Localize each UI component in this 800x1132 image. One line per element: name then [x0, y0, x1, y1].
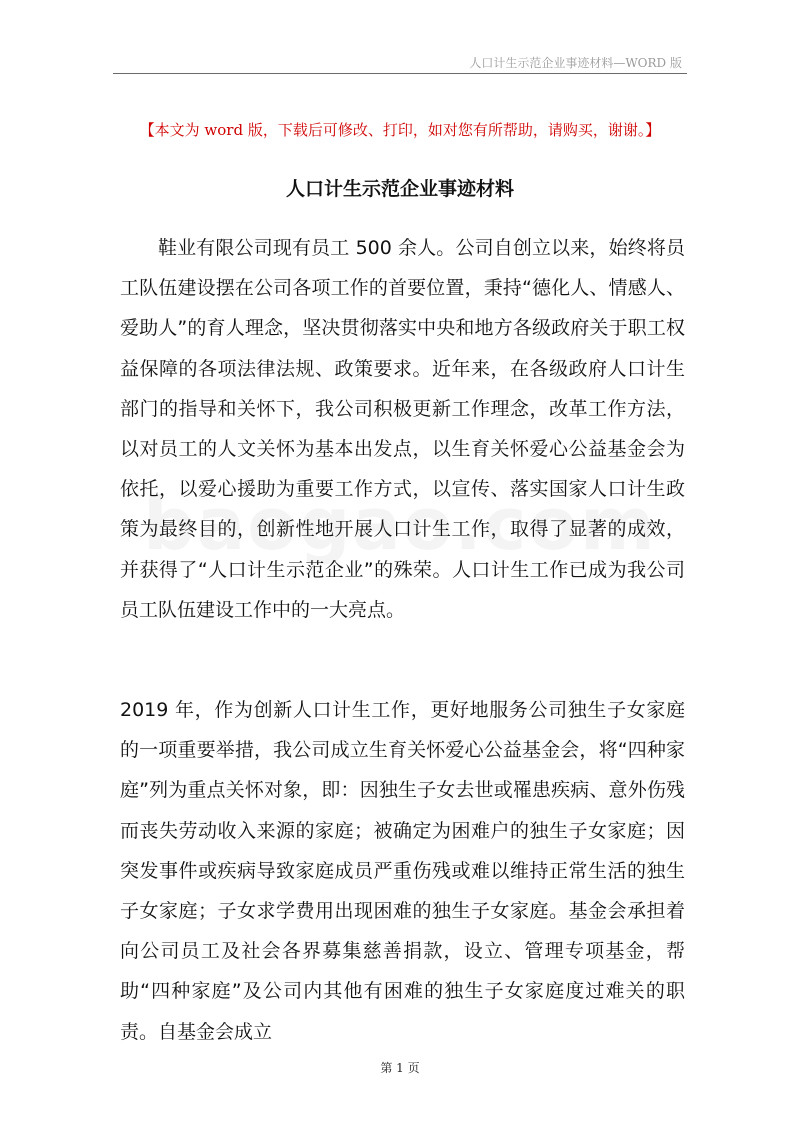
running-header: 人口计生示范企业事迹材料—WORD 版 — [469, 56, 682, 70]
document-title: 人口计生示范企业事迹材料 — [285, 178, 514, 200]
body-paragraph-2: 2019 年，作为创新人口计生工作，更好地服务公司独生子女家庭的一项重要举措，我公司成立生育关怀爱心公益基金会，将“四种家庭”列为重点关怀对象，即：因独生子女去世或罹患疾病、意外伤残而丧失劳动收入来源的家庭；被确定为困难户的独生子女家庭；因突发事件或疾病导致家庭成员严重伤残或难以维持正常生活的独生子女家庭；子女求学费用出现困难的独生子女家庭。基金会承担着向公司员工及社会各界募集慈善捐款，设立、管理专项基金，帮助“四种家庭”及公司内其他有困难的独生子女家庭度过难关的职责。自基金会成立 — [120, 699, 685, 1043]
header-divider — [113, 73, 687, 74]
purchase-notice: 【本文为 word 版，下载后可修改、打印，如对您有所帮助，请购买，谢谢。】 — [139, 121, 661, 139]
body-paragraph-1: 鞋业有限公司现有员工 500 余人。公司自创立以来，始终将员工队伍建设摆在公司各项工作的首要位置，秉持“德化人、情感人、爱助人”的育人理念，坚决贯彻落实中央和地方各级政府关于职工权益保障的各项法律法规、政策要求。近年来，在各级政府人口计生部门的指导和关怀下，我公司积极更新工作理念，改革工作方法，以对员工的人文关怀为基本出发点，以生育关怀爱心公益基金会为依托，以爱心援助为重要工作方式，以宣传、落实国家人口计生政策为最终目的，创新性地开展人口计生工作，取得了显著的成效，并获得了“人口计生示范企业”的殊荣。人口计生工作已成为我公司员工队伍建设工作中的一大亮点。 — [120, 237, 685, 621]
page-number: 第 1 页 — [380, 1061, 420, 1075]
